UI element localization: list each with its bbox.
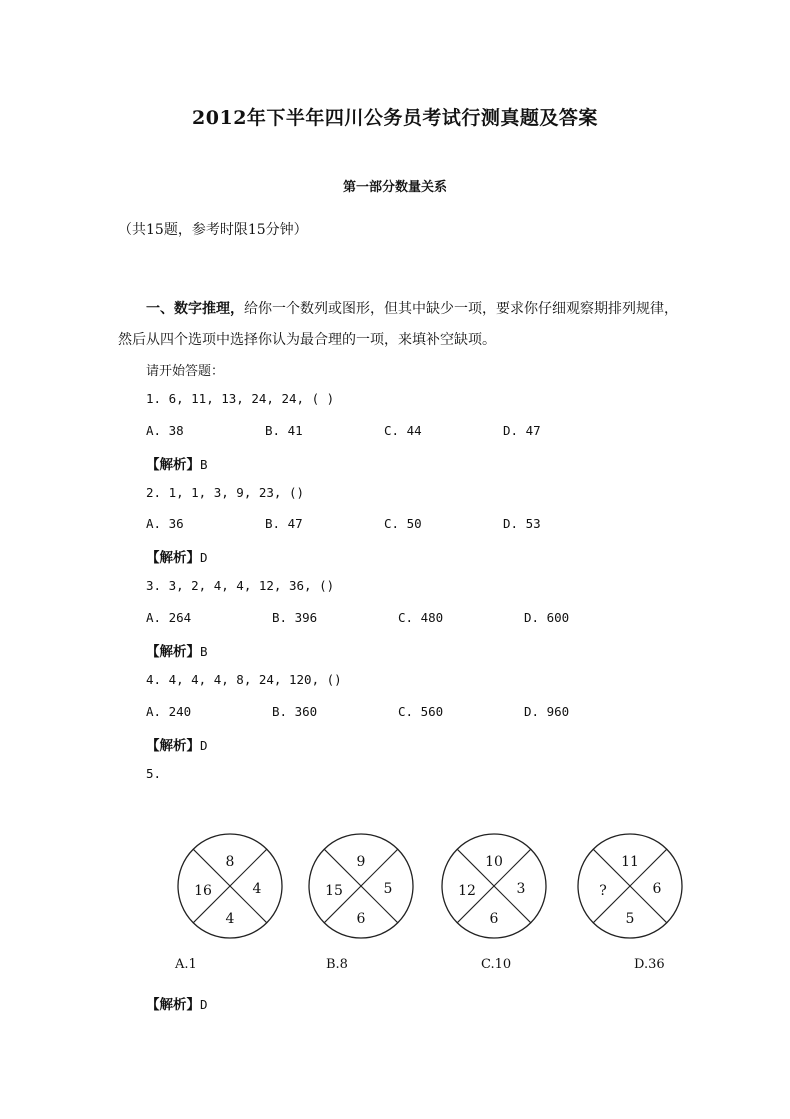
circle-3-bottom: 6	[489, 911, 499, 927]
answer-label: 【解析】	[146, 644, 200, 660]
circle-2-right: 5	[383, 881, 393, 897]
answer-value: D	[200, 550, 208, 565]
time-note: （共15题，参考时限15分钟）	[118, 222, 308, 238]
question-4-option-c: C. 560	[398, 704, 444, 719]
circle-1	[178, 834, 282, 938]
question-2-answer	[146, 546, 208, 566]
circle-2	[309, 834, 413, 938]
question-3-option-a: A. 264	[146, 610, 192, 625]
circle-4	[578, 834, 682, 938]
question-1-option-a: A. 38	[146, 423, 184, 438]
answer-label: 【解析】	[146, 738, 200, 754]
circle-3-left: 12	[458, 883, 476, 899]
circle-2-bottom: 6	[356, 911, 366, 927]
answer-label: 【解析】	[146, 997, 200, 1013]
figure-option-c: C.10	[481, 957, 512, 972]
circle-2-top: 9	[356, 854, 366, 870]
intro-paragraph	[118, 294, 688, 356]
question-4-answer	[146, 734, 208, 754]
start-prompt: 请开始答题：	[146, 364, 225, 379]
question-5-answer	[146, 993, 208, 1013]
question-2-option-c: C. 50	[384, 516, 422, 531]
question-1-stem: 1. 6, 11, 13, 24, 24, ( )	[146, 391, 335, 406]
answer-value: D	[200, 997, 208, 1012]
question-2-option-b: B. 47	[265, 516, 303, 531]
circle-1-right: 4	[252, 881, 262, 897]
question-1-option-c: C. 44	[384, 423, 422, 438]
question-4-option-d: D. 960	[524, 704, 570, 719]
circle-3-top: 10	[485, 854, 503, 870]
answer-label: 【解析】	[146, 457, 200, 473]
question-4-option-b: B. 360	[272, 704, 318, 719]
figure-option-a: A.1	[175, 957, 197, 972]
question-2-option-d: D. 53	[503, 516, 541, 531]
circle-1-top: 8	[225, 854, 235, 870]
question-3-option-d: D. 600	[524, 610, 570, 625]
intro-text-line1: 给你一个数列或图形，但其中缺少一项，要求你仔细观察期排列规律，	[244, 301, 678, 317]
circle-2-left: 15	[325, 883, 343, 899]
circle-4-left: ?	[599, 883, 607, 899]
circle-figure	[160, 830, 700, 950]
figure-option-d: D.36	[634, 957, 665, 972]
circle-4-right: 6	[652, 881, 662, 897]
question-3-option-c: C. 480	[398, 610, 444, 625]
question-4-option-a: A. 240	[146, 704, 192, 719]
answer-value: B	[200, 457, 208, 472]
circle-1-bottom: 4	[225, 911, 235, 927]
section-title: 第一部分数量关系	[342, 180, 447, 195]
question-2-option-a: A. 36	[146, 516, 184, 531]
document-title: 2012年下半年四川公务员考试行测真题及答案	[192, 107, 598, 129]
circle-4-top: 11	[621, 854, 639, 870]
circle-4-bottom: 5	[625, 911, 635, 927]
answer-value: B	[200, 644, 208, 659]
question-1-option-d: D. 47	[503, 423, 541, 438]
question-2-stem: 2. 1, 1, 3, 9, 23, ()	[146, 485, 305, 500]
question-1-answer	[146, 453, 208, 473]
intro-heading: 一、数字推理，	[146, 301, 244, 317]
question-3-option-b: B. 396	[272, 610, 318, 625]
question-3-stem: 3. 3, 2, 4, 4, 12, 36, ()	[146, 578, 335, 593]
circle-3	[442, 834, 546, 938]
question-5-stem: 5.	[146, 766, 162, 781]
figure-option-b: B.8	[326, 957, 348, 972]
question-4-stem: 4. 4, 4, 4, 8, 24, 120, ()	[146, 672, 342, 687]
answer-value: D	[200, 738, 208, 753]
circle-1-left: 16	[194, 883, 212, 899]
answer-label: 【解析】	[146, 550, 200, 566]
question-1-option-b: B. 41	[265, 423, 303, 438]
intro-text-line2: 然后从四个选项中选择你认为最合理的一项，来填补空缺项。	[118, 332, 496, 348]
circle-3-right: 3	[516, 881, 526, 897]
question-3-answer	[146, 640, 208, 660]
